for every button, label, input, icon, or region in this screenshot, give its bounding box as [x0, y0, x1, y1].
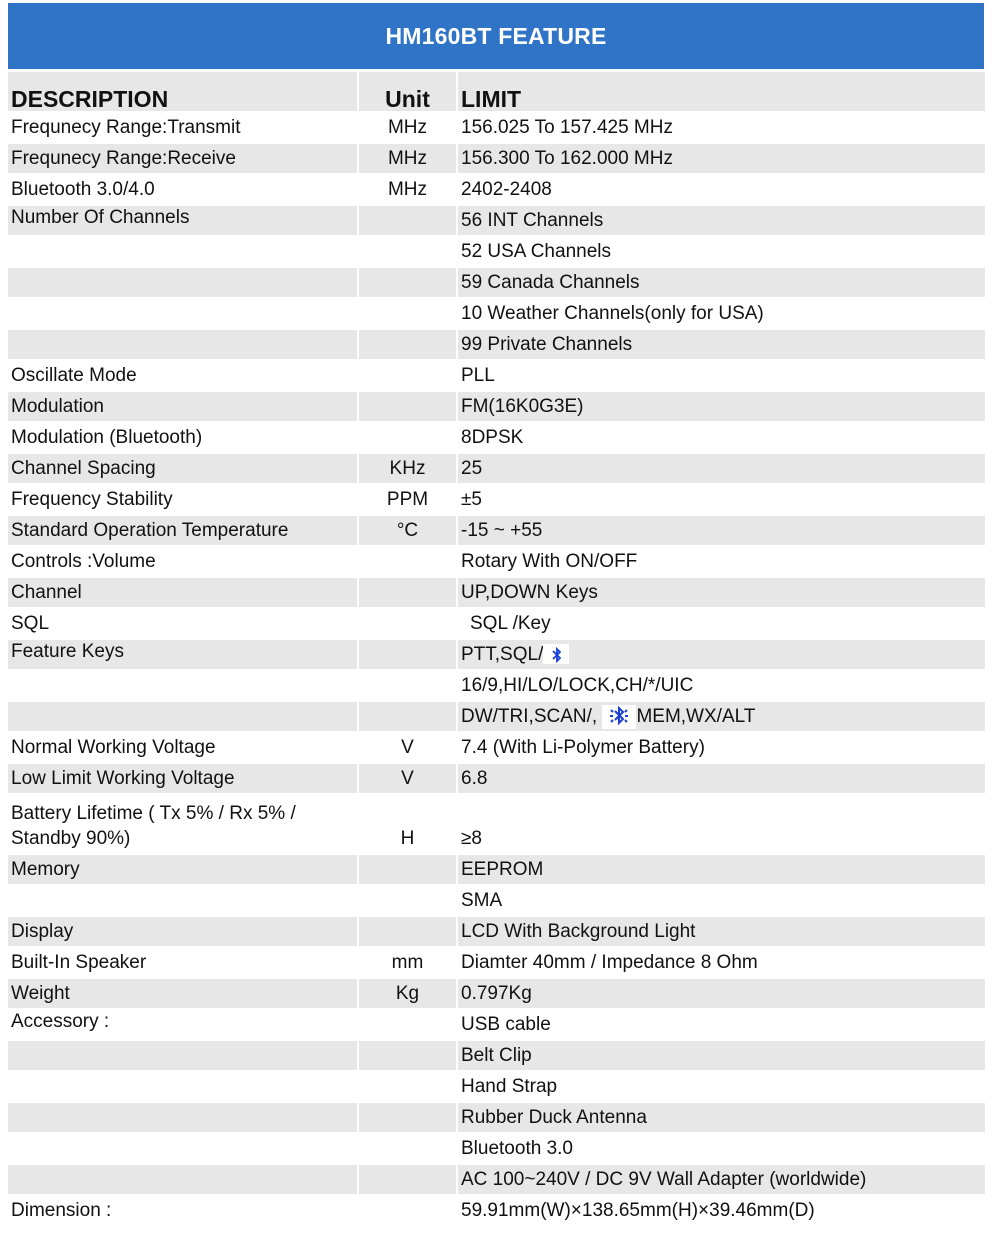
- row-limit: SMA: [458, 886, 985, 917]
- row-limit: 6.8: [458, 764, 985, 795]
- page-title-banner: [8, 3, 984, 69]
- row-desc: Channel Spacing: [8, 454, 359, 485]
- table-row: [8, 206, 985, 237]
- table-row: [8, 423, 985, 454]
- row-limit: LCD With Background Light: [458, 917, 985, 948]
- row-desc: SQL: [8, 609, 359, 640]
- row-limit: FM(16K0G3E): [458, 392, 985, 423]
- table-row: [8, 1103, 985, 1134]
- row-desc: Dimension :: [8, 1196, 359, 1227]
- table-row: [8, 113, 985, 144]
- table-row: [8, 268, 985, 299]
- row-unit: V: [359, 733, 458, 764]
- row-desc: [8, 299, 359, 330]
- row-desc: Feature Keys: [8, 640, 359, 671]
- row-unit: [359, 886, 458, 917]
- bluetooth-icon: [543, 644, 569, 664]
- row-unit: [359, 1041, 458, 1072]
- row-limit: EEPROM: [458, 855, 985, 886]
- row-desc: Bluetooth 3.0/4.0: [8, 175, 359, 206]
- spec-table: [8, 72, 985, 1227]
- row-unit: [359, 1196, 458, 1227]
- row-limit: ≥8: [458, 795, 985, 855]
- row-desc: [8, 1165, 359, 1196]
- row-desc: [8, 1041, 359, 1072]
- row-desc: Battery Lifetime ( Tx 5% / Rx 5% / Standby 90%): [8, 795, 359, 855]
- row-limit: SQL /Key: [458, 609, 985, 640]
- row-limit: USB cable: [458, 1010, 985, 1041]
- table-row: [8, 702, 985, 733]
- table-row: [8, 299, 985, 330]
- row-desc: Accessory :: [8, 1010, 359, 1041]
- table-row: [8, 175, 985, 206]
- table-row: [8, 1072, 985, 1103]
- row-limit: 99 Private Channels: [458, 330, 985, 361]
- row-desc: Frequency Stability: [8, 485, 359, 516]
- row-unit: [359, 237, 458, 268]
- row-limit: 59.91mm(W)×138.65mm(H)×39.46mm(D): [458, 1196, 985, 1227]
- row-unit: MHz: [359, 113, 458, 144]
- row-desc: Oscillate Mode: [8, 361, 359, 392]
- row-unit: [359, 268, 458, 299]
- header-description: DESCRIPTION: [8, 72, 359, 113]
- row-unit: [359, 1103, 458, 1134]
- row-unit: MHz: [359, 144, 458, 175]
- table-row: [8, 1041, 985, 1072]
- row-limit: 0.797Kg: [458, 979, 985, 1010]
- row-desc: Number Of Channels: [8, 206, 359, 237]
- table-row: [8, 640, 985, 671]
- row-limit: Hand Strap: [458, 1072, 985, 1103]
- row-unit: [359, 206, 458, 237]
- row-unit: [359, 361, 458, 392]
- row-unit: [359, 609, 458, 640]
- row-unit: [359, 640, 458, 671]
- row-desc: [8, 237, 359, 268]
- table-row: [8, 671, 985, 702]
- row-limit: PLL: [458, 361, 985, 392]
- row-unit: [359, 917, 458, 948]
- row-limit: AC 100~240V / DC 9V Wall Adapter (worldwide): [458, 1165, 985, 1196]
- table-row: [8, 485, 985, 516]
- row-desc: [8, 1134, 359, 1165]
- row-unit: [359, 299, 458, 330]
- bluetooth-scan-icon: [602, 705, 636, 729]
- row-desc: Modulation: [8, 392, 359, 423]
- row-limit: Rubber Duck Antenna: [458, 1103, 985, 1134]
- row-limit: 156.025 To 157.425 MHz: [458, 113, 985, 144]
- table-row: [8, 855, 985, 886]
- row-limit: Rotary With ON/OFF: [458, 547, 985, 578]
- row-desc: Frequnecy Range:Receive: [8, 144, 359, 175]
- row-unit: [359, 1072, 458, 1103]
- row-limit-text-b: MEM,WX/ALT: [636, 705, 756, 727]
- table-row: [8, 237, 985, 268]
- row-desc: Channel: [8, 578, 359, 609]
- table-row: [8, 609, 985, 640]
- row-unit: mm: [359, 948, 458, 979]
- table-row: [8, 1165, 985, 1196]
- row-desc: Frequnecy Range:Transmit: [8, 113, 359, 144]
- row-unit: [359, 671, 458, 702]
- row-desc: Low Limit Working Voltage: [8, 764, 359, 795]
- row-unit: [359, 1134, 458, 1165]
- row-limit-scan-keys: [458, 702, 985, 733]
- row-desc: Display: [8, 917, 359, 948]
- row-unit: V: [359, 764, 458, 795]
- row-limit: Bluetooth 3.0: [458, 1134, 985, 1165]
- row-limit: 16/9,HI/LO/LOCK,CH/*/UIC: [458, 671, 985, 702]
- row-limit: 2402-2408: [458, 175, 985, 206]
- row-desc: [8, 671, 359, 702]
- row-unit: MHz: [359, 175, 458, 206]
- table-row: [8, 1196, 985, 1227]
- row-unit: KHz: [359, 454, 458, 485]
- table-row: [8, 1134, 985, 1165]
- table-row: [8, 144, 985, 175]
- header-limit: LIMIT: [458, 72, 985, 113]
- table-row: [8, 979, 985, 1010]
- row-unit: Kg: [359, 979, 458, 1010]
- row-desc: Memory: [8, 855, 359, 886]
- row-limit: 52 USA Channels: [458, 237, 985, 268]
- row-desc: [8, 1072, 359, 1103]
- row-desc: [8, 330, 359, 361]
- table-row: [8, 361, 985, 392]
- row-limit-text-a: DW/TRI,SCAN/,: [461, 705, 603, 727]
- row-desc: [8, 702, 359, 733]
- row-limit-feature-keys: [458, 640, 985, 671]
- table-row: [8, 392, 985, 423]
- row-desc: Controls :Volume: [8, 547, 359, 578]
- row-limit: 56 INT Channels: [458, 206, 985, 237]
- row-unit: [359, 330, 458, 361]
- row-limit: 25: [458, 454, 985, 485]
- row-limit: 59 Canada Channels: [458, 268, 985, 299]
- row-desc: Modulation (Bluetooth): [8, 423, 359, 454]
- row-desc: Weight: [8, 979, 359, 1010]
- table-row: [8, 547, 985, 578]
- row-unit: [359, 578, 458, 609]
- table-row: [8, 454, 985, 485]
- row-unit: H: [359, 795, 458, 855]
- row-unit: [359, 392, 458, 423]
- table-row: [8, 886, 985, 917]
- row-limit: 156.300 To 162.000 MHz: [458, 144, 985, 175]
- table-row: [8, 516, 985, 547]
- row-limit: 10 Weather Channels(only for USA): [458, 299, 985, 330]
- table-row: [8, 330, 985, 361]
- row-limit: 7.4 (With Li-Polymer Battery): [458, 733, 985, 764]
- row-desc: [8, 886, 359, 917]
- row-unit: [359, 855, 458, 886]
- table-row: [8, 1010, 985, 1041]
- row-desc: [8, 1103, 359, 1134]
- table-row: [8, 948, 985, 979]
- row-unit: [359, 1165, 458, 1196]
- table-header-row: [8, 72, 985, 113]
- row-unit: °C: [359, 516, 458, 547]
- header-unit: Unit: [359, 72, 458, 113]
- row-limit-text: PTT,SQL/: [461, 643, 544, 665]
- row-limit: -15 ~ +55: [458, 516, 985, 547]
- row-unit: [359, 1010, 458, 1041]
- table-row: [8, 764, 985, 795]
- row-desc: [8, 268, 359, 299]
- row-unit: PPM: [359, 485, 458, 516]
- table-row: [8, 917, 985, 948]
- row-limit: 8DPSK: [458, 423, 985, 454]
- row-limit: UP,DOWN Keys: [458, 578, 985, 609]
- row-unit: [359, 547, 458, 578]
- row-desc: Built-In Speaker: [8, 948, 359, 979]
- page-title: HM160BT FEATURE: [385, 22, 607, 49]
- row-unit: [359, 423, 458, 454]
- row-limit: ±5: [458, 485, 985, 516]
- row-limit: Belt Clip: [458, 1041, 985, 1072]
- row-desc: Standard Operation Temperature: [8, 516, 359, 547]
- table-row: [8, 795, 985, 855]
- table-row: [8, 578, 985, 609]
- table-row: [8, 733, 985, 764]
- row-desc: Normal Working Voltage: [8, 733, 359, 764]
- row-unit: [359, 702, 458, 733]
- row-limit: Diamter 40mm / Impedance 8 Ohm: [458, 948, 985, 979]
